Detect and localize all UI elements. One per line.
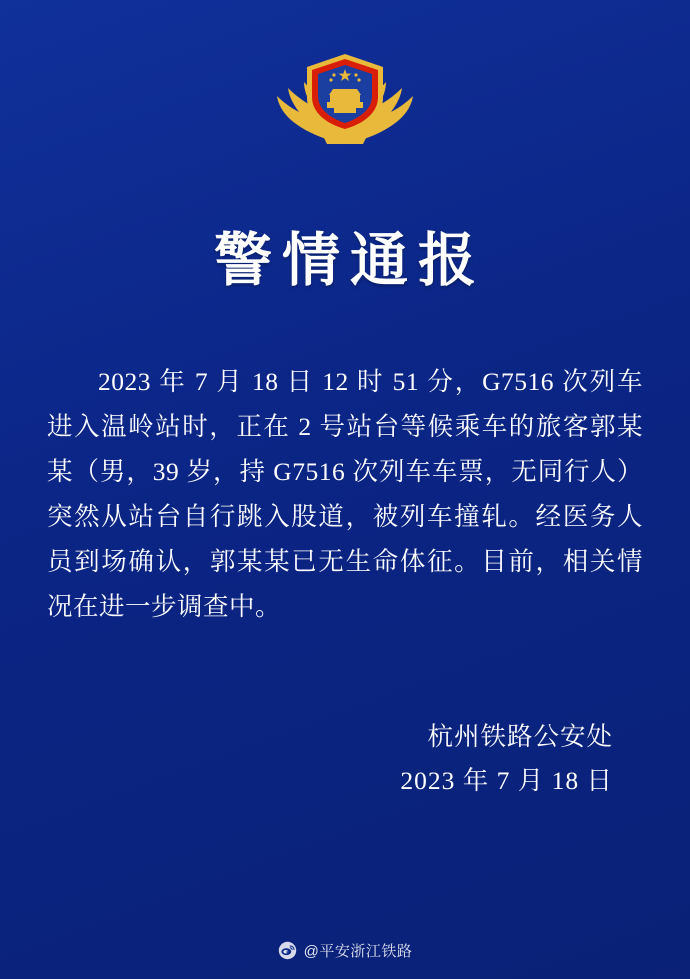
signature-organization: 杭州铁路公安处 [427,722,613,751]
page-title: 警情通报 [213,228,486,293]
footer-watermark [0,940,690,961]
china-police-emblem [265,40,425,155]
police-emblem-icon [265,40,425,155]
notice-body-paragraph: 2023 年 7 月 18 日 12 时 51 分，G7516 次列车进入温岭站时，正在 2 号站台等候乘车的旅客郭某某（男，39 岁，持 G7516 次列车车票，无同行人）突然从站台自行跳入股道，被列车撞轧。经医务人员到场确认，郭某某已无生命体征。目前，相关情况在进一步调查中。 [47,367,643,621]
signature [47,715,643,803]
weibo-icon [278,941,297,960]
signature-date: 2023 年 7 月 18 日 [400,766,613,795]
notice-body [47,359,643,629]
footer-account: @平安浙江铁路 [303,943,413,960]
